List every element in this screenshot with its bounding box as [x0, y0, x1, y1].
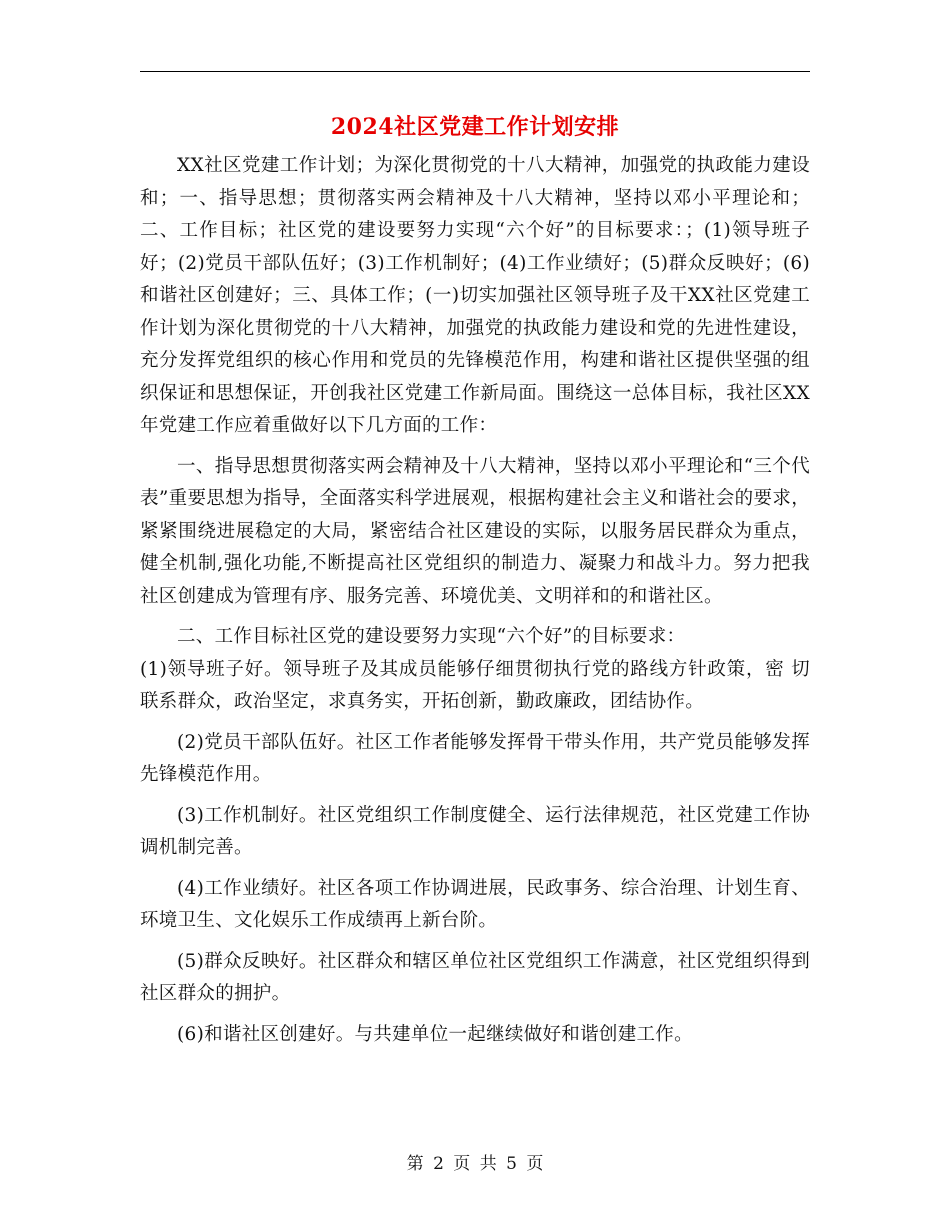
- paragraph-goal-5: (5)群众反映好。社区群众和辖区单位社区党组织工作满意，社区党组织得到社区群众的拥护。: [140, 950, 810, 1004]
- header-rule: [140, 71, 810, 72]
- page-number: 第 2 页 共 5 页: [406, 1154, 544, 1174]
- document-title: 2024社区党建工作计划安排: [330, 114, 620, 140]
- paragraph-goal-6: (6)和谐社区创建好。与共建单位一起继续做好和谐创建工作。: [177, 1023, 693, 1045]
- paragraph-goal-3: (3)工作机制好。社区党组织工作制度健全、运行法律规范，社区党建工作协调机制完善。: [140, 804, 810, 858]
- paragraph-goal-4: (4)工作业绩好。社区各项工作协调进展，民政事务、综合治理、计划生育、环境卫生、文化娱乐工作成绩再上新台阶。: [140, 877, 810, 931]
- paragraph-summary: XX社区党建工作计划；为深化贯彻党的十八大精神，加强党的执政能力建设和；一、指导思想；贯彻落实两会精神及十八大精神，坚持以邓小平理论和；二、工作目标；社区党的建设要努力实现“六个好”的目标要求：；(1)领导班子好；(2)党员干部队伍好；(3)工作机制好；(4)工作业绩好；(5)群众反映好；(6)和谐社区创建好；三、具体工作；(一)切实加强社区领导班子及干XX社区党建工作计划为深化贯彻党的十八大精神，加强党的执政能力建设和党的先进性建设，充分发挥党组织的核心作用和党员的先锋模范作用，构建和谐社区提供坚强的组织保证和思想保证，开创我社区党建工作新局面。围绕这一总体目标，我社区XX年党建工作应着重做好以下几方面的工作：: [140, 155, 810, 436]
- document-body: [140, 150, 810, 1059]
- paragraph-goal-2: (2)党员干部队伍好。社区工作者能够发挥骨干带头作用，共产党员能够发挥先锋模范作用。: [140, 731, 810, 785]
- paragraph-work-goals: 二、工作目标社区党的建设要努力实现“六个好”的目标要求：: [177, 626, 686, 647]
- paragraph-goal-1: (1)领导班子好。领导班子及其成员能够仔细贯彻执行党的路线方针政策，密 切联系群众，政治坚定，求真务实，开拓创新，勤政廉政，团结协作。: [140, 658, 810, 712]
- paragraph-guiding-thought: 一、指导思想贯彻落实两会精神及十八大精神，坚持以邓小平理论和“三个代表”重要思想为指导，全面落实科学进展观，根据构建社会主义和谐社会的要求，紧紧围绕进展稳定的大局，紧密结合社区建设的实际，以服务居民群众为重点，健全机制,强化功能,不断提高社区党组织的制造力、凝聚力和战斗力。努力把我社区创建成为管理有序、服务完善、环境优美、文明祥和的和谐社区。: [140, 455, 810, 607]
